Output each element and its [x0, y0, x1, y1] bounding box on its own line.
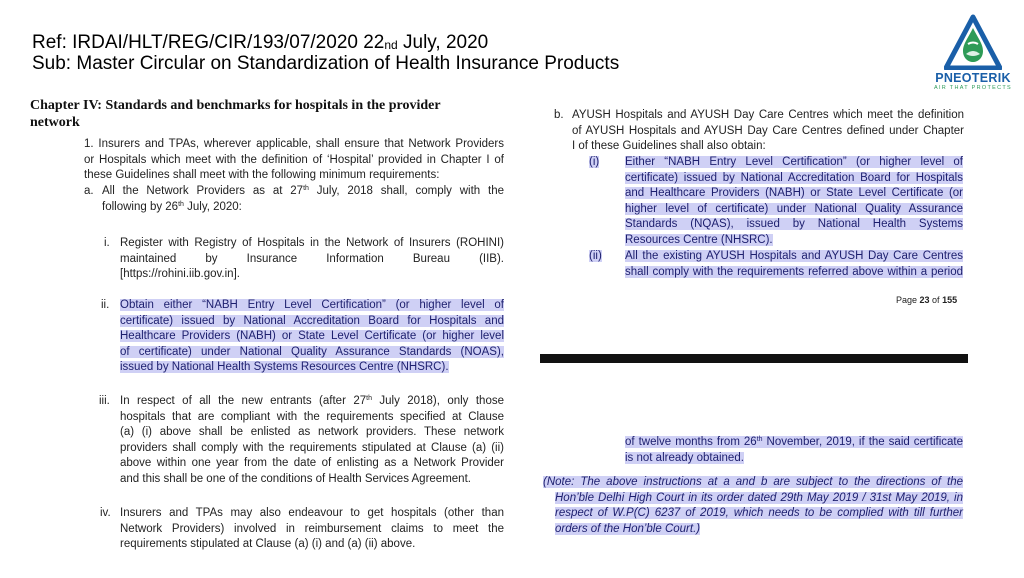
text-line: hospitals that are compliant with the requirements specified at Clause	[120, 410, 504, 423]
item-iv-marker: iv.	[100, 507, 111, 519]
highlighted-line: certificate) issued by National Accreditation Board for Hospitals	[625, 171, 963, 184]
paragraph-1	[84, 137, 504, 184]
text-line: providers shall comply with the requirements stipulated at Clause (a) (ii)	[120, 441, 504, 454]
highlighted-line: higher level of certificate) under National Quality Assurance	[625, 202, 963, 215]
sub-i-marker: (i)	[589, 156, 600, 168]
highlighted-line: of twelve months from 26th November, 2019, if the said certificate	[625, 436, 963, 448]
page-number: Page 23 of 155	[896, 295, 958, 305]
page-divider	[540, 354, 968, 363]
reference-date: July, 2020	[397, 32, 489, 53]
text-line: of AYUSH Hospitals and AYUSH Day Care Centres defined under Chapter	[572, 124, 964, 137]
text-line: [https://rohini.iib.gov.in].	[120, 268, 240, 281]
item-a-marker: a.	[84, 185, 94, 197]
sub-ii-highlighted	[625, 249, 963, 280]
date-suffix: nd	[384, 38, 398, 52]
text-line: Insurers and TPAs may also endeavour to get hospitals (other than	[120, 507, 504, 519]
highlighted-line: and Healthcare Providers (NABH) or State Level Certificate (or	[625, 187, 963, 200]
logo-tagline: AIR THAT PROTECTS	[933, 85, 1013, 91]
text-line: Register with Registry of Hospitals in the Network of Insurers (ROHINI)	[120, 237, 504, 249]
item-ii-highlighted	[120, 298, 504, 376]
highlighted-line: Obtain either “NABH Entry Level Certification” (or higher level of	[120, 299, 504, 311]
note-line: (Note: The above instructions at a and b are subject to the directions of the	[543, 476, 963, 488]
continued-text	[625, 435, 963, 466]
text-line: Network Providers) involved in reimbursement claims to meet the	[120, 522, 504, 535]
item-b	[572, 108, 964, 155]
text-line: or Hospitals which meet with the definition of ‘Hospital’ provided in Chapter I of	[84, 153, 504, 166]
highlighted-line: issued by National Health Systems Resources Centre (NHSRC).	[120, 361, 449, 374]
item-iv	[120, 506, 504, 553]
highlighted-line: All the existing AYUSH Hospitals and AYUSH Day Care Centres	[625, 250, 963, 262]
note-line: orders of the Hon’ble Court.)	[555, 522, 701, 535]
pneoterik-logo	[930, 14, 1016, 91]
text-line: these Guidelines shall meet with the following minimum requirements:	[84, 169, 440, 182]
text-line: above within one year from the date of enlisting as a Network Provider	[120, 457, 504, 470]
sub-ii-marker: (ii)	[589, 250, 602, 262]
text-line: All the Network Providers as at 27th July, 2018 shall, comply with the	[102, 185, 504, 197]
text-line: (a) (i) above shall be enlisted as network providers. These network	[120, 426, 504, 439]
reference-number: Ref: IRDAI/HLT/REG/CIR/193/07/2020 22	[32, 32, 385, 53]
text-line: requirements stipulated at Clause (a) (i) and (a) (ii) above.	[120, 538, 416, 551]
subject-line: Sub: Master Circular on Standardization of Health Insurance Products	[32, 53, 620, 74]
highlighted-line: shall comply with the requirements referred above within a period	[625, 265, 963, 278]
item-i-marker: i.	[104, 237, 110, 249]
item-iii-marker: iii.	[99, 395, 110, 407]
item-i	[120, 236, 504, 283]
text-line: maintained by Insurance Information Bureau (IIB).	[120, 252, 504, 265]
highlighted-line: is not already obtained.	[625, 451, 744, 464]
logo-name: PNEOTERIK	[935, 71, 1011, 85]
note-line: Hon’ble Delhi High Court in its order dated 29th May 2019 / 31st May 2019, in	[555, 491, 963, 504]
highlighted-line: Healthcare Providers (NABH) or State Level Certificate (or higher level	[120, 330, 504, 343]
sub-i-highlighted	[625, 155, 963, 249]
item-ii-marker: ii.	[101, 299, 110, 311]
highlighted-line: certificate) issued by National Accreditation Board for Hospitals and	[120, 314, 504, 327]
note-line: respect of W.P(C) 6237 of 2019, which needs to be complied with till further	[555, 507, 963, 520]
text-line: I of these Guidelines shall also obtain:	[572, 140, 766, 153]
item-iii	[120, 394, 504, 488]
text-line: following by 26th July, 2020:	[102, 200, 242, 213]
text-line: 1. Insurers and TPAs, wherever applicable, shall ensure that Network Providers	[84, 138, 504, 150]
text-line: and this shall be one of the conditions of Health Services Agreement.	[120, 472, 471, 485]
highlighted-line: Resources Centre (NHSRC).	[625, 233, 773, 246]
logo-emblem-icon	[944, 14, 1002, 70]
item-b-marker: b.	[554, 109, 564, 121]
text-line: AYUSH Hospitals and AYUSH Day Care Centres which meet the definition	[572, 109, 964, 121]
chapter-title: Chapter IV: Standards and benchmarks for hospitals in the provider network	[30, 98, 441, 130]
item-a	[102, 184, 504, 215]
text-line: In respect of all the new entrants (after 27th July 2018), only those	[120, 395, 504, 407]
note-block	[543, 475, 963, 537]
highlighted-line: Standards (NQAS), issued by National Health Systems	[625, 218, 963, 231]
highlighted-line: Either “NABH Entry Level Certification” (or higher level of	[625, 156, 963, 168]
highlighted-line: of certificate) under National Quality Assurance Standards (NOAS),	[120, 345, 504, 358]
